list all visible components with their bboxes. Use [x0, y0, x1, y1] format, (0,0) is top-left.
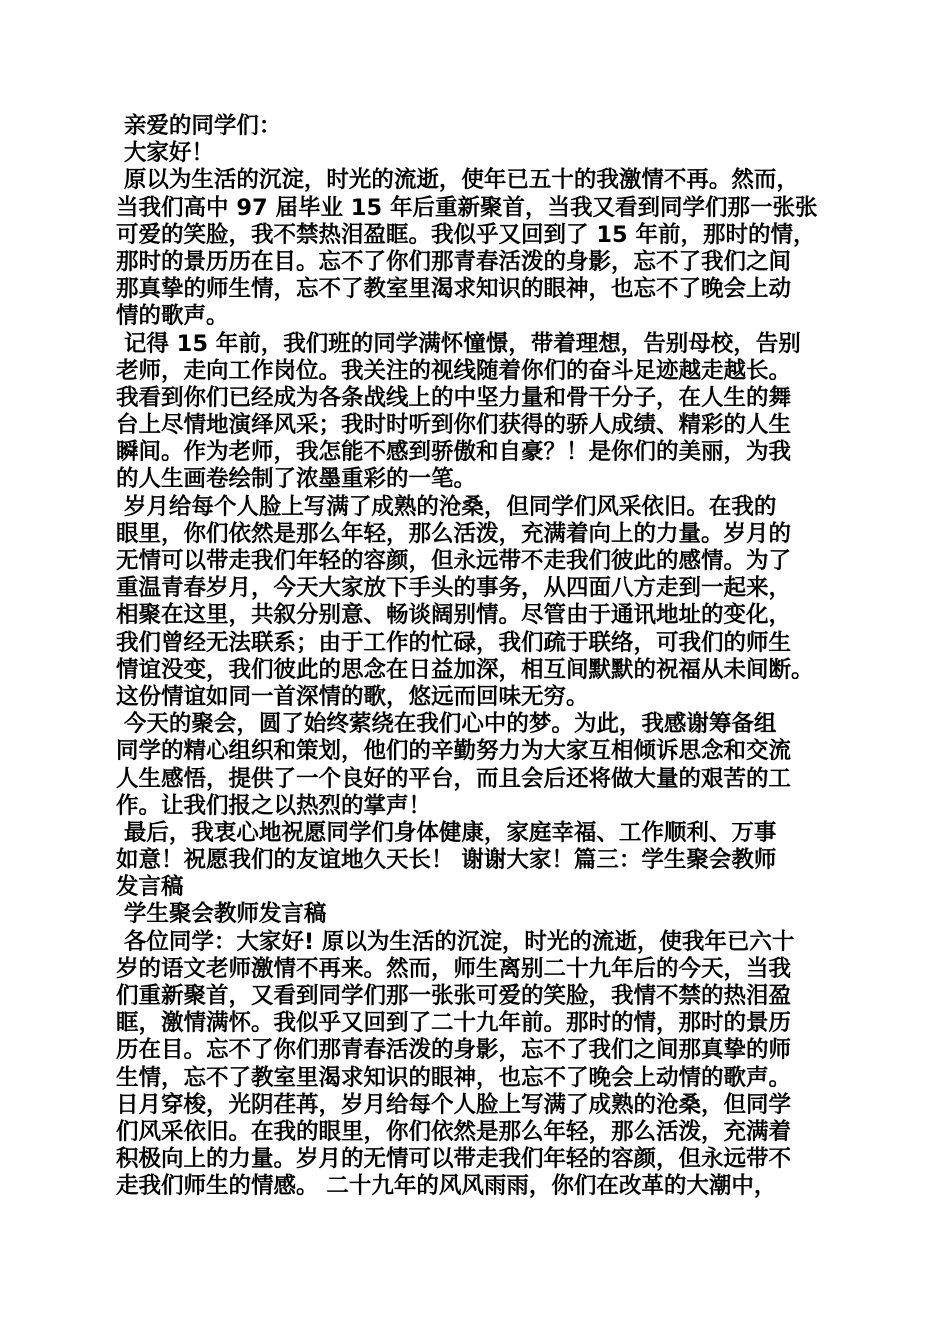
text-line: 当我们高中 97 届毕业 15 年后重新聚首，当我又看到同学们那一张张: [116, 194, 818, 221]
text-line: 无情可以带走我们年轻的容颜，但永远带不走我们彼此的感情。为了: [116, 548, 792, 574]
text-line: 重温青春岁月，今天大家放下手头的事务，从四面八方走到一起来，: [116, 575, 792, 602]
section-title: 学生聚会教师发言稿: [116, 901, 327, 928]
text-line: 我们曾经无法联系；由于工作的忙碌，我们疏于联络，可我们的师生: [116, 629, 792, 656]
text-line: 岁月给每个人脸上写满了成熟的沧桑，但同学们风采依旧。在我的: [116, 493, 777, 520]
text-line: 历在目。忘不了你们那青春活泼的身影，忘不了我们之间那真挚的师: [116, 1037, 792, 1064]
text-line: 亲爱的同学们：: [116, 113, 282, 139]
text-line: 发言稿: [116, 874, 184, 901]
text-line: 那真挚的师生情，忘不了教室里渴求知识的眼神，也忘不了晚会上动: [116, 276, 792, 303]
text-line: 积极向上的力量。岁月的无情可以带走我们年轻的容颜，但永远带不: [116, 1146, 792, 1173]
text-line: 同学的精心组织和策划，他们的辛勤努力为大家互相倾诉思念和交流: [116, 738, 792, 765]
text-line: 眼里，你们依然是那么年轻，那么活泼，充满着向上的力量。岁月的: [116, 520, 792, 547]
text-line: 走我们师生的情感。 二十九年的风风雨雨，你们在改革的大潮中，: [116, 1173, 777, 1200]
document-body: [116, 113, 854, 1201]
text-line: 生情，忘不了教室里渴求知识的眼神，也忘不了晚会上动情的歌声。: [116, 1064, 792, 1091]
text-line: 可爱的笑脸，我不禁热泪盈眶。我似乎又回到了 15 年前，那时的情，: [116, 221, 816, 248]
text-line: 这份情谊如同一首深情的歌，悠远而回味无穷。: [116, 683, 589, 710]
text-line: 瞬间。作为老师，我怎能不感到骄傲和自豪？！是你们的美丽，为我: [116, 439, 792, 466]
text-line: 原以为生活的沉淀，时光的流逝，使年已五十的我激情不再。然而，: [116, 167, 799, 194]
text-line: 今天的聚会，圆了始终萦绕在我们心中的梦。为此，我感谢筹备组: [116, 711, 777, 738]
text-line: 情谊没变，我们彼此的思念在日益加深，相互间默默的祝福从未间断。: [116, 656, 814, 683]
text-line: 记得 15 年前，我们班的同学满怀憧憬，带着理想，告别母校，告别: [116, 330, 801, 357]
text-line: 台上尽情地演绎风采；我时时听到你们获得的骄人成绩、精彩的人生: [116, 412, 792, 439]
text-line: 作。让我们报之以热烈的掌声！: [116, 792, 432, 819]
text-line: 我看到你们已经成为各条战线上的中坚力量和骨干分子，在人生的舞: [116, 384, 792, 411]
text-line: 如意！祝愿我们的友谊地久天长！ 谢谢大家！篇三：学生聚会教师: [116, 847, 777, 874]
text-line: 日月穿梭，光阴荏苒，岁月给每个人脸上写满了成熟的沧桑，但同学: [116, 1091, 792, 1118]
text-line: 人生感悟，提供了一个良好的平台，而且会后还将做大量的艰苦的工: [116, 765, 792, 792]
text-line: 最后，我衷心地祝愿同学们身体健康，家庭幸福、工作顺利、万事: [116, 819, 777, 846]
text-line: 眶，激情满怀。我似乎又回到了二十九年前。那时的情，那时的景历: [116, 1010, 792, 1037]
text-line: 相聚在这里，共叙分别意、畅谈阔别情。尽管由于通讯地址的变化，: [116, 602, 792, 629]
text-line: 那时的景历历在目。忘不了你们那青春活泼的身影，忘不了我们之间: [116, 248, 792, 275]
text-line: 老师，走向工作岗位。我关注的视线随着你们的奋斗足迹越走越长。: [116, 357, 792, 384]
text-line: 们风采依旧。在我的眼里，你们依然是那么年轻，那么活泼，充满着: [116, 1118, 792, 1145]
text-line: 大家好！: [116, 140, 214, 167]
text-line: 各位同学：大家好! 原以为生活的沉淀，时光的流逝，使我年已六十: [116, 928, 795, 955]
text-line: 岁的语文老师激情不再来。然而，师生离别二十九年后的今天，当我: [116, 955, 792, 982]
text-line: 情的歌声。: [116, 303, 229, 330]
text-line: 们重新聚首，又看到同学们那一张张可爱的笑脸，我情不禁的热泪盈: [116, 983, 792, 1009]
text-line: 的人生画卷绘制了浓墨重彩的一笔。: [116, 466, 477, 493]
